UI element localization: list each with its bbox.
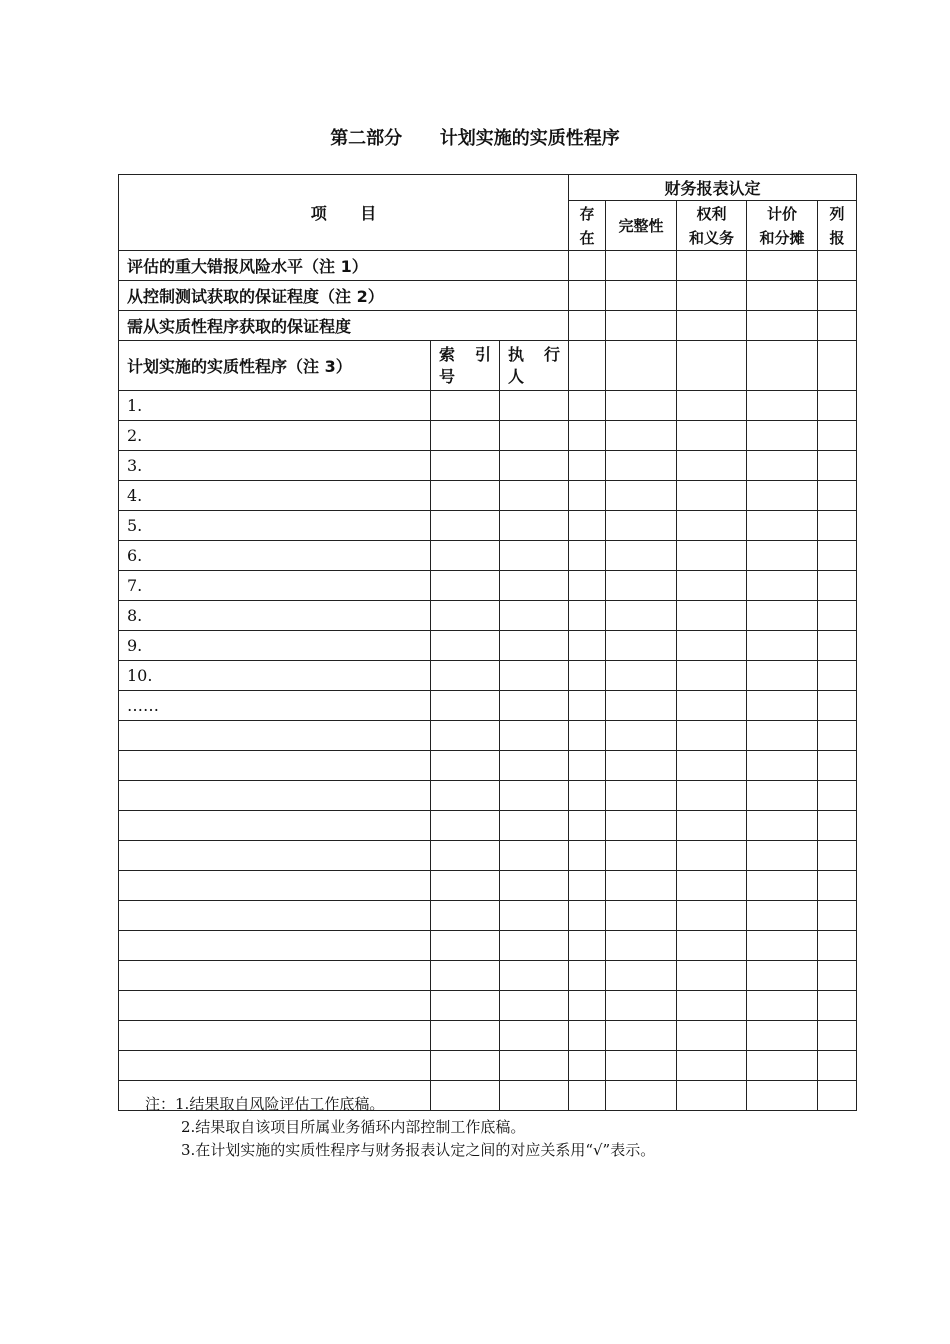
cell [606, 341, 677, 391]
cell [677, 341, 747, 391]
substantive-procedures-table [118, 174, 857, 1111]
cell [818, 391, 857, 421]
cell [569, 421, 606, 451]
cell [677, 871, 747, 901]
cell [431, 391, 500, 421]
cell [431, 871, 500, 901]
cell [747, 631, 818, 661]
procedure-row [119, 811, 857, 841]
procedure-number [119, 991, 431, 1021]
cell [818, 631, 857, 661]
cell [569, 811, 606, 841]
cell [431, 901, 500, 931]
cell [569, 391, 606, 421]
procedure-number: 1. [119, 391, 431, 421]
page-title: 第二部分 计划实施的实质性程序 [330, 128, 620, 149]
cell [606, 961, 677, 991]
notes-prefix: 注： [145, 1095, 176, 1113]
control-assurance-label: 从控制测试获取的保证程度（注 2） [119, 281, 569, 311]
procedure-number [119, 931, 431, 961]
col-rights-obligations: 权利 和义务 [677, 201, 747, 251]
procedure-row [119, 541, 857, 571]
cell [747, 961, 818, 991]
cell [500, 991, 569, 1021]
cell [606, 871, 677, 901]
cell [431, 481, 500, 511]
cell [500, 721, 569, 751]
cell [500, 871, 569, 901]
cell [747, 691, 818, 721]
cell [606, 421, 677, 451]
cell [677, 811, 747, 841]
cell [747, 721, 818, 751]
cell [431, 601, 500, 631]
performer-header: 执 行 人 [500, 341, 569, 391]
cell [569, 901, 606, 931]
procedure-row [119, 391, 857, 421]
cell [500, 571, 569, 601]
cell [677, 1051, 747, 1081]
risk-level-label: 评估的重大错报风险水平（注 1） [119, 251, 569, 281]
col-existence: 存 在 [569, 201, 606, 251]
procedure-row [119, 1021, 857, 1051]
cell [606, 541, 677, 571]
procedure-row [119, 571, 857, 601]
cell [677, 751, 747, 781]
cell [747, 1021, 818, 1051]
cell [677, 961, 747, 991]
cell [606, 481, 677, 511]
cell [818, 871, 857, 901]
cell [606, 781, 677, 811]
cell [569, 721, 606, 751]
procedure-number: 8. [119, 601, 431, 631]
procedure-number: 10. [119, 661, 431, 691]
cell [818, 931, 857, 961]
procedure-row [119, 451, 857, 481]
cell [677, 901, 747, 931]
cell [677, 481, 747, 511]
footnotes [145, 1093, 655, 1162]
cell [747, 511, 818, 541]
cell [606, 251, 677, 281]
cell [818, 961, 857, 991]
cell [677, 841, 747, 871]
cell [818, 481, 857, 511]
cell [431, 991, 500, 1021]
cell [606, 601, 677, 631]
cell [431, 721, 500, 751]
cell [431, 541, 500, 571]
col-presentation: 列 报 [818, 201, 857, 251]
procedure-number [119, 841, 431, 871]
note-item: 1.结果取自风险评估工作底稿。 [175, 1095, 385, 1113]
cell [818, 601, 857, 631]
cell [606, 571, 677, 601]
cell [500, 511, 569, 541]
cell [500, 451, 569, 481]
procedure-row [119, 931, 857, 961]
cell [677, 311, 747, 341]
procedure-number [119, 751, 431, 781]
procedure-number: 2. [119, 421, 431, 451]
cell [569, 1051, 606, 1081]
cell [818, 281, 857, 311]
cell [569, 511, 606, 541]
cell [747, 901, 818, 931]
procedure-number: 6. [119, 541, 431, 571]
cell [431, 691, 500, 721]
cell [747, 871, 818, 901]
cell [747, 991, 818, 1021]
cell [500, 1021, 569, 1051]
cell [677, 1081, 747, 1111]
procedure-number: 7. [119, 571, 431, 601]
cell [569, 931, 606, 961]
cell [818, 751, 857, 781]
cell [747, 661, 818, 691]
cell [569, 691, 606, 721]
cell [431, 751, 500, 781]
cell [747, 601, 818, 631]
cell [677, 631, 747, 661]
cell [818, 841, 857, 871]
cell [606, 811, 677, 841]
cell [747, 1081, 818, 1111]
procedure-row [119, 661, 857, 691]
cell [569, 661, 606, 691]
cell [431, 931, 500, 961]
cell [606, 661, 677, 691]
cell [677, 721, 747, 751]
procedure-number [119, 961, 431, 991]
cell [606, 901, 677, 931]
procedure-row [119, 721, 857, 751]
cell [747, 451, 818, 481]
cell [500, 811, 569, 841]
cell [677, 251, 747, 281]
cell [569, 1021, 606, 1051]
cell [500, 601, 569, 631]
procedure-row [119, 991, 857, 1021]
cell [747, 931, 818, 961]
cell [677, 931, 747, 961]
cell [818, 991, 857, 1021]
cell [677, 991, 747, 1021]
cell [500, 391, 569, 421]
procedure-row [119, 601, 857, 631]
cell [747, 391, 818, 421]
procedure-row [119, 691, 857, 721]
substantive-assurance-label: 需从实质性程序获取的保证程度 [119, 311, 569, 341]
procedure-number [119, 871, 431, 901]
cell [431, 841, 500, 871]
cell [569, 871, 606, 901]
planned-procedures-label: 计划实施的实质性程序（注 3） [119, 341, 431, 391]
procedure-number [119, 721, 431, 751]
cell [747, 341, 818, 391]
procedure-row [119, 1051, 857, 1081]
cell [606, 281, 677, 311]
cell [818, 341, 857, 391]
cell [677, 1021, 747, 1051]
cell [747, 571, 818, 601]
cell [500, 421, 569, 451]
cell [431, 571, 500, 601]
col-completeness: 完整性 [606, 201, 677, 251]
cell [606, 311, 677, 341]
cell [431, 451, 500, 481]
procedure-number: 5. [119, 511, 431, 541]
cell [818, 421, 857, 451]
cell [431, 781, 500, 811]
cell [431, 961, 500, 991]
cell [677, 571, 747, 601]
cell [747, 841, 818, 871]
cell [818, 251, 857, 281]
cell [818, 901, 857, 931]
cell [431, 661, 500, 691]
cell [500, 691, 569, 721]
cell [818, 311, 857, 341]
cell [569, 481, 606, 511]
cell [606, 841, 677, 871]
cell [500, 961, 569, 991]
cell [569, 781, 606, 811]
cell [818, 541, 857, 571]
cell [500, 481, 569, 511]
cell [606, 451, 677, 481]
cell [818, 721, 857, 751]
cell [677, 421, 747, 451]
cell [818, 781, 857, 811]
cell [500, 931, 569, 961]
cell [569, 601, 606, 631]
procedure-number [119, 1051, 431, 1081]
cell [818, 1081, 857, 1111]
cell [606, 721, 677, 751]
note-item: 2.结果取自该项目所属业务循环内部控制工作底稿。 [181, 1118, 526, 1136]
cell [818, 511, 857, 541]
procedure-number: 9. [119, 631, 431, 661]
cell [677, 451, 747, 481]
assertions-group-header: 财务报表认定 [569, 175, 857, 201]
cell [606, 391, 677, 421]
cell [818, 1051, 857, 1081]
procedure-row [119, 511, 857, 541]
cell [569, 311, 606, 341]
cell [569, 571, 606, 601]
cell [606, 1051, 677, 1081]
procedure-number [119, 811, 431, 841]
cell [606, 991, 677, 1021]
procedure-row [119, 781, 857, 811]
cell [606, 931, 677, 961]
procedure-row [119, 961, 857, 991]
cell [431, 811, 500, 841]
cell [569, 751, 606, 781]
cell [818, 811, 857, 841]
cell [569, 631, 606, 661]
cell [747, 541, 818, 571]
cell [500, 901, 569, 931]
procedure-row [119, 631, 857, 661]
procedure-row [119, 871, 857, 901]
index-no-header: 索 引 号 [431, 341, 500, 391]
item-header: 项 目 [119, 175, 569, 251]
cell [677, 691, 747, 721]
cell [569, 541, 606, 571]
cell [569, 961, 606, 991]
procedure-number: 4. [119, 481, 431, 511]
cell [500, 751, 569, 781]
cell [677, 601, 747, 631]
cell [818, 451, 857, 481]
cell [818, 691, 857, 721]
cell [431, 511, 500, 541]
cell [677, 661, 747, 691]
cell [818, 571, 857, 601]
cell [747, 311, 818, 341]
cell [606, 1021, 677, 1051]
procedure-number: …… [119, 691, 431, 721]
cell [431, 1021, 500, 1051]
cell [500, 1051, 569, 1081]
cell [500, 781, 569, 811]
cell [677, 391, 747, 421]
cell [818, 1021, 857, 1051]
cell [606, 631, 677, 661]
cell [569, 251, 606, 281]
cell [500, 841, 569, 871]
cell [677, 781, 747, 811]
cell [677, 541, 747, 571]
cell [747, 281, 818, 311]
cell [569, 451, 606, 481]
cell [500, 631, 569, 661]
cell [747, 1051, 818, 1081]
procedure-row [119, 481, 857, 511]
cell [569, 341, 606, 391]
procedure-number: 3. [119, 451, 431, 481]
cell [606, 691, 677, 721]
cell [431, 1051, 500, 1081]
cell [569, 841, 606, 871]
procedure-row [119, 841, 857, 871]
procedure-number [119, 901, 431, 931]
note-item: 3.在计划实施的实质性程序与财务报表认定之间的对应关系用“√”表示。 [181, 1141, 656, 1159]
cell [677, 511, 747, 541]
cell [606, 511, 677, 541]
cell [747, 481, 818, 511]
cell [606, 751, 677, 781]
cell [747, 251, 818, 281]
cell [569, 991, 606, 1021]
cell [431, 421, 500, 451]
cell [747, 781, 818, 811]
cell [500, 541, 569, 571]
procedure-number [119, 1021, 431, 1051]
cell [747, 421, 818, 451]
cell [431, 631, 500, 661]
procedure-row [119, 751, 857, 781]
cell [569, 281, 606, 311]
cell [747, 811, 818, 841]
col-valuation-allocation: 计价 和分摊 [747, 201, 818, 251]
cell [747, 751, 818, 781]
cell [677, 281, 747, 311]
procedure-row [119, 901, 857, 931]
procedure-row [119, 421, 857, 451]
cell [500, 661, 569, 691]
procedure-number [119, 781, 431, 811]
cell [818, 661, 857, 691]
